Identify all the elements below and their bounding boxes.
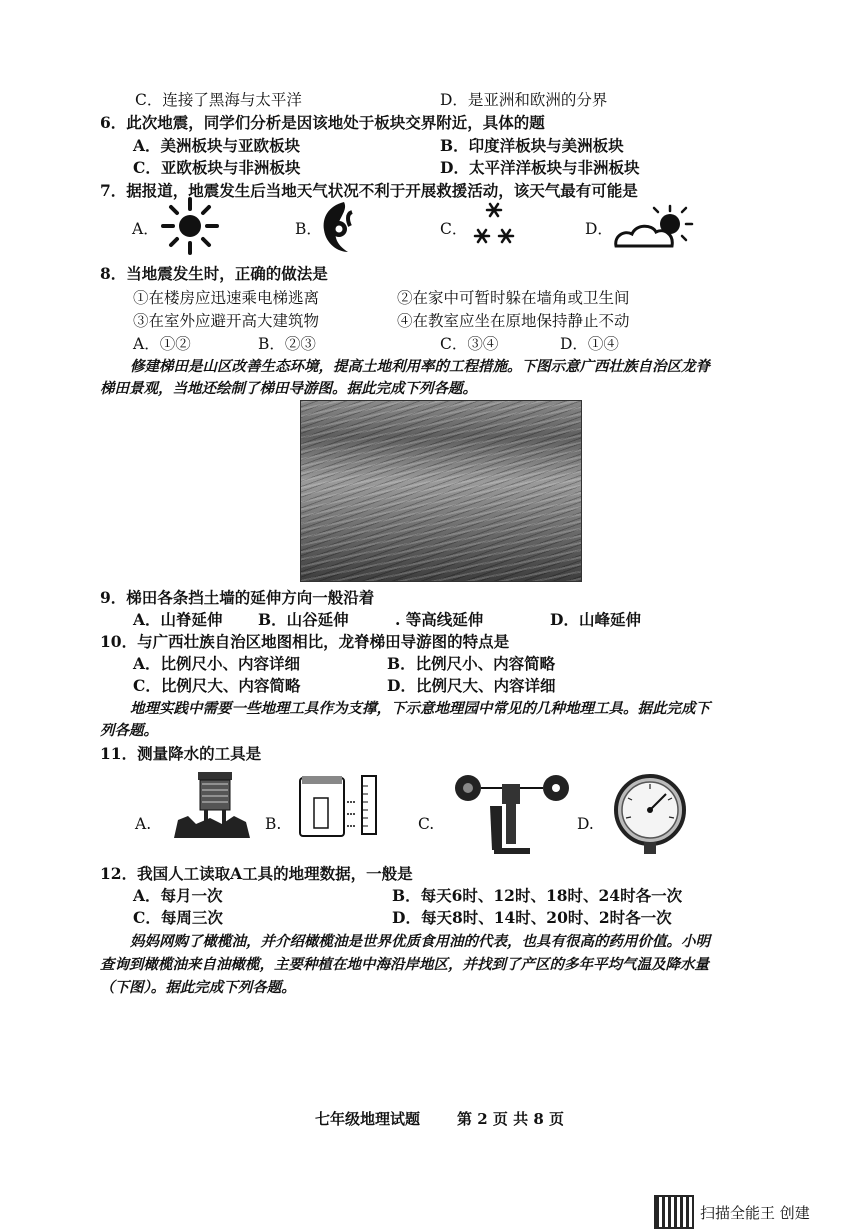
- q10-option-d: D．比例尺大、内容详细: [387, 676, 556, 695]
- q11-option-b: B.: [265, 815, 282, 833]
- q8-option-d: D．①④: [560, 335, 619, 353]
- q8-option-a: A．①②: [133, 335, 191, 353]
- barometer-icon: [610, 772, 690, 856]
- q6-option-c: C．亚欧板块与非洲板块: [133, 158, 301, 177]
- q6-option-b: B．印度洋板块与美洲板块: [440, 136, 624, 155]
- q10-option-c: C．比例尺大、内容简略: [133, 676, 301, 695]
- q9-option-c: . 等高线延伸: [395, 610, 484, 629]
- q11-option-d: D.: [577, 815, 594, 833]
- question-11: 11．测量降水的工具是: [100, 744, 262, 763]
- q7-option-d: D．: [585, 220, 613, 238]
- q12-option-c: C．每周三次: [133, 908, 223, 927]
- intro-olive-line1: 妈妈网购了橄榄油，并介绍橄榄油是世界优质食用油的代表，也具有很高的药用价值。小明: [130, 934, 710, 950]
- scanner-watermark: [654, 1195, 810, 1229]
- anemometer-icon: [448, 770, 574, 856]
- partly-cloudy-icon: [612, 204, 696, 250]
- question-8: 8．当地震发生时，正确的做法是: [100, 264, 328, 283]
- typhoon-icon: [318, 200, 358, 254]
- q8-option-c: C．③④: [440, 335, 499, 353]
- q11-option-c: C.: [418, 815, 435, 833]
- q12-option-d: D．每天8时、14时、20时、2时各一次: [392, 908, 672, 927]
- q8-option-b: B．②③: [258, 335, 316, 353]
- q9-option-a: A．山脊延伸: [133, 610, 223, 629]
- q12-option-b: B．每天6时、12时、18时、24时各一次: [392, 886, 683, 905]
- q7-option-a: A．: [132, 220, 159, 238]
- scanner-watermark-text: 扫描全能王 创建: [700, 1203, 810, 1222]
- snow-icon: [470, 198, 520, 250]
- qr-code-icon: [654, 1195, 694, 1229]
- rain-gauge-icon: [296, 772, 386, 838]
- intro-olive-line2: 查询到橄榄油来自油橄榄，主要种植在地中海沿岸地区，并找到了产区的多年平均气温及降水量: [100, 957, 709, 973]
- intro-olive-line3: （下图）。据此完成下列各题。: [100, 980, 296, 996]
- q6-option-d: D．太平洋洋板块与非洲板块: [440, 158, 640, 177]
- q7-option-b: B．: [295, 220, 322, 238]
- q8-statement-4: ④在教室应坐在原地保持静止不动: [397, 312, 630, 330]
- intro-terraces-line2: 梯田景观，当地还绘制了梯田导游图。据此完成下列各题。: [100, 381, 477, 397]
- weather-shelter-icon: [172, 768, 252, 840]
- question-10: 10．与广西壮族自治区地图相比，龙脊梯田导游图的特点是: [100, 632, 510, 651]
- q5-option-c: C．连接了黑海与太平洋: [135, 91, 302, 109]
- q8-statement-3: ③在室外应避开高大建筑物: [133, 312, 320, 330]
- intro-tools-line2: 列各题。: [100, 723, 158, 739]
- footer-title: 七年级地理试题: [315, 1110, 421, 1128]
- q9-option-d: D．山峰延伸: [550, 610, 641, 629]
- q7-option-c: C．: [440, 220, 468, 238]
- q9-option-b: B．山谷延伸: [258, 610, 349, 629]
- q11-option-a: A.: [135, 815, 152, 833]
- q8-statement-1: ①在楼房应迅速乘电梯逃离: [133, 289, 320, 307]
- q6-option-a: A．美洲板块与亚欧板块: [133, 136, 301, 155]
- intro-tools-line1: 地理实践中需要一些地理工具作为支撑，下示意地理园中常见的几种地理工具。据此完成下: [130, 701, 710, 717]
- q10-option-b: B．比例尺小、内容简略: [387, 654, 556, 673]
- question-9: 9．梯田各条挡土墙的延伸方向一般沿着: [100, 588, 375, 607]
- footer-page-number: 第 2 页 共 8 页: [457, 1110, 564, 1128]
- question-7: 7．据报道，地震发生后当地天气状况不利于开展救援活动，该天气最有可能是: [100, 181, 638, 200]
- q8-statement-2: ②在家中可暂时躲在墙角或卫生间: [397, 289, 630, 307]
- question-6: 6．此次地震，同学们分析是因该地处于板块交界附近，具体的题: [100, 113, 545, 132]
- q5-option-d: D．是亚洲和欧洲的分界: [440, 91, 608, 109]
- q12-option-a: A．每月一次: [133, 886, 223, 905]
- question-12: 12．我国人工读取A工具的地理数据，一般是: [100, 864, 413, 883]
- intro-terraces-line1: 修建梯田是山区改善生态环境，提高土地利用率的工程措施。下图示意广西壮族自治区龙脊: [130, 359, 710, 375]
- terrace-photo: [300, 400, 582, 582]
- q10-option-a: A．比例尺小、内容详细: [133, 654, 301, 673]
- sun-icon: [160, 196, 220, 256]
